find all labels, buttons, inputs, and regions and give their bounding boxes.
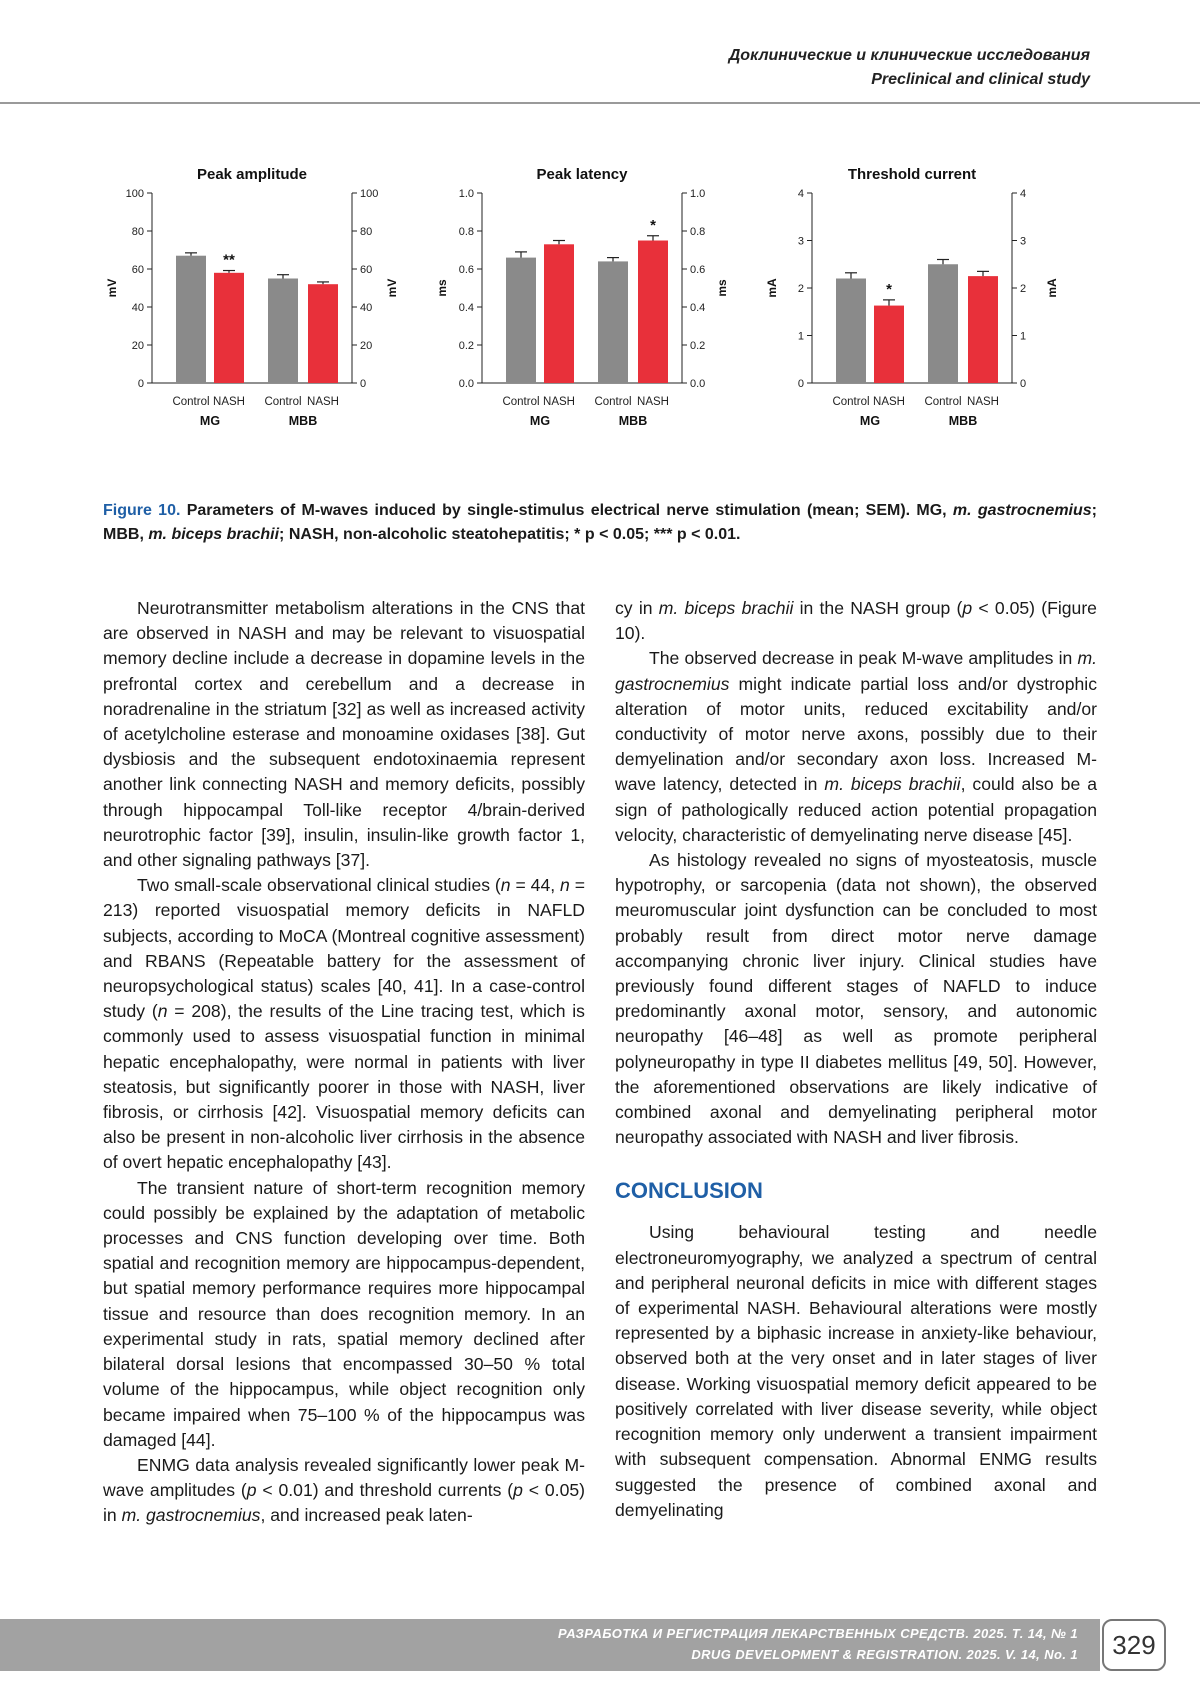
- right-tick-label: 1.0: [690, 188, 706, 200]
- running-header: [729, 44, 1090, 92]
- y-axis-label: mV: [105, 278, 119, 298]
- chart-title: Threshold current: [847, 166, 977, 183]
- right-tick-label: 0.6: [690, 264, 706, 276]
- chart-panel-peak-latency: [435, 165, 770, 475]
- left-tick-label: 4: [797, 188, 804, 200]
- right-column: [615, 596, 1097, 1523]
- running-header-ru: Доклинические и клинические исследования: [728, 47, 1090, 64]
- left-tick-label: 0.0: [458, 378, 474, 390]
- section-heading-conclusion: CONCLUSION: [615, 1178, 763, 1204]
- header-divider: [0, 102, 1200, 104]
- left-tick-label: 0: [137, 378, 144, 390]
- caption-text-3: ; NASH, non-alcoholic steatohepatitis; * p < 0.05; *** p < 0.01.: [279, 526, 741, 543]
- bar: [874, 306, 904, 383]
- left-tick-label: 2: [797, 283, 804, 295]
- footer-journal: [558, 1623, 1078, 1665]
- right-tick-label: 0.4: [690, 302, 706, 314]
- running-header-en: Preclinical and clinical study: [871, 71, 1090, 88]
- left-paragraph-1: Neurotransmitter metabolism alterations in the CNS that are observed in NASH and may be relevant to visuospatial memory decline include a decrease in dopamine levels in the prefrontal cortex and cerebellum and a decrease in noradrenaline in the striatum [32] as well as increased activity of acetylcholine esterase and monoamine oxidases [38]. Gut dysbiosis and the subsequent endotoxinaemia represent another link connecting NASH and memory deficits, possibly through hippocampal Toll-like receptor 4/brain-derived neurotrophic factor [39], insulin, insulin-like growth factor 1, and other signaling pathways [37].: [103, 598, 585, 871]
- left-column: [103, 596, 585, 1529]
- group-label: MG: [859, 414, 881, 428]
- left-paragraph-2: Two small-scale observational clinical studies (n = 44, n = 213) reported visuospatial memory deficits in NAFLD subjects, according to MoCA (Montreal cognitive assessment) and RBANS (Repeatable battery for the assessment of neuropsychological status) scales [40, 41]. In a case-control study (n = 208), the results of the Line tracing test, which is commonly used to assess visuospatial function in minimal hepatic encephalopathy, were normal in patients with liver steatosis, but significantly poorer in those with NASH, liver fibrosis, or cirrhosis [42]. Visuospatial memory deficits can also be present in non-alcoholic liver cirrhosis in the absence of overt hepatic encephalopathy [43].: [103, 875, 585, 1173]
- category-label: NASH: [213, 396, 245, 408]
- category-label: NASH: [307, 396, 339, 408]
- right-tick-label: 3: [1020, 235, 1027, 248]
- right-tick-label: 2: [1020, 283, 1027, 295]
- caption-text-1: Parameters of M-waves induced by single-stimulus electrical nerve stimulation (mean; SEM). MG,: [186, 502, 953, 519]
- category-label: NASH: [873, 396, 905, 408]
- right-tick-label: 40: [360, 302, 373, 314]
- y-axis-label: mA: [765, 278, 779, 298]
- y-axis-label: ms: [435, 279, 449, 297]
- bar: [968, 276, 998, 383]
- caption-mg-term: m. gastrocnemius: [952, 502, 1092, 519]
- chart-title: Peak latency: [536, 166, 628, 183]
- category-label: Control: [832, 396, 870, 408]
- right-tick-label: 1: [1020, 330, 1027, 343]
- right-paragraph-4: Using behavioural testing and needle electroneuromyography, we analyzed a spectrum of central and peripheral neuronal deficits in mice with different stages of experimental NASH. Behavioural alterations were mostly represented by a biphasic increase in anxiety-like behaviour, observed both at the very onset and in later stages of liver disease. Working visuospatial memory deficit appeared to be positively correlated with liver disease severity, while object recognition memory only underwent a transient impairment with subsequent compensation. Abnormal ENMG results suggested the presence of combined axonal and demyelinating: [615, 1222, 1097, 1520]
- right-tick-label: 0: [360, 378, 367, 390]
- left-tick-label: 3: [797, 235, 804, 248]
- right-paragraph-1: cy in m. biceps brachii in the NASH group (p < 0.05) (Figure 10).: [615, 598, 1097, 644]
- category-label: NASH: [543, 396, 575, 408]
- right-paragraph-2: The observed decrease in peak M-wave amplitudes in m. gastrocnemius might indicate partial loss and/or dystrophic alteration of motor units, reduced excitability and/or conductivity of motor nerve axons, possibly due to their demyelination and/or secondary axon loss. Increased M-wave latency, detected in m. biceps brachii, could also be a sign of pathologically reduced action potential propagation velocity, characteristic of demyelinating nerve disease [45].: [615, 648, 1097, 845]
- caption-text-2: ; MBB,: [103, 502, 1097, 543]
- left-paragraph-4: ENMG data analysis revealed significantly lower peak M-wave amplitudes (p < 0.01) and threshold currents (p < 0.05) in m. gastrocnemius, and increased peak laten-: [103, 1454, 585, 1526]
- right-paragraph-3: As histology revealed no signs of myosteatosis, muscle hypotrophy, or sarcopenia (data not shown), the observed meuromuscular joint dysfunction can be concluded to most probably result from direct motor nerve damage accompanying chronic liver injury. Clinical studies have previously found different stages of NAFLD to induce predominantly axonal motor, sensory, and autonomic neuropathy [46–48] as well as promote peripheral polyneuropathy in type II diabetes mellitus [49, 50]. However, the aforementioned observations are likely indicative of combined axonal and demyelinating peripheral motor neuropathy associated with NASH and liver fibrosis.: [615, 850, 1097, 1148]
- right-tick-label: 0: [1020, 378, 1027, 390]
- page-number: 329: [1102, 1619, 1166, 1671]
- caption-mbb-term: m. biceps brachii: [148, 526, 280, 543]
- figure-10: [105, 165, 1100, 475]
- bar: [268, 279, 298, 384]
- left-tick-label: 100: [125, 188, 144, 200]
- left-tick-label: 1.0: [458, 188, 474, 200]
- right-tick-label: 0.8: [690, 226, 706, 238]
- group-label: MG: [529, 414, 551, 428]
- chart-peak-latency: [435, 165, 770, 475]
- bar: [176, 256, 206, 383]
- left-tick-label: 0.2: [458, 340, 474, 352]
- left-tick-label: 20: [131, 340, 144, 352]
- footer-journal-en: DRUG DEVELOPMENT & REGISTRATION. 2025. V. 14, No. 1: [691, 1647, 1078, 1662]
- left-tick-label: 80: [131, 226, 144, 238]
- left-tick-label: 60: [131, 264, 144, 276]
- chart-threshold-current: [765, 165, 1100, 475]
- group-label: MG: [199, 414, 221, 428]
- bar: [214, 273, 244, 383]
- right-tick-label: 0.2: [690, 340, 706, 352]
- category-label: NASH: [637, 396, 669, 408]
- left-tick-label: 40: [131, 302, 144, 314]
- category-label: Control: [594, 396, 632, 408]
- category-label: Control: [502, 396, 540, 408]
- figure-caption: [103, 499, 1097, 547]
- bar: [638, 241, 668, 384]
- significance-marker: **: [223, 251, 235, 269]
- bar: [506, 258, 536, 383]
- category-label: Control: [172, 396, 210, 408]
- chart-panel-peak-amplitude: [105, 165, 440, 475]
- left-tick-label: 0.4: [458, 302, 474, 314]
- left-tick-label: 1: [797, 330, 804, 343]
- bar: [836, 279, 866, 384]
- category-label: Control: [264, 396, 302, 408]
- bar: [544, 244, 574, 383]
- left-tick-label: 0.6: [458, 264, 474, 276]
- chart-title: Peak amplitude: [196, 166, 308, 183]
- right-tick-label: 4: [1020, 188, 1027, 200]
- significance-marker: *: [886, 280, 892, 298]
- left-tick-label: 0.8: [458, 226, 474, 238]
- figure-label: Figure 10.: [103, 502, 181, 519]
- bar: [928, 264, 958, 383]
- group-label: MBB: [948, 414, 978, 428]
- bar: [598, 261, 628, 383]
- right-tick-label: 20: [360, 340, 373, 352]
- right-y-axis-label: ms: [715, 279, 729, 297]
- significance-marker: *: [650, 216, 656, 234]
- right-y-axis-label: mA: [1045, 278, 1059, 298]
- category-label: Control: [924, 396, 962, 408]
- group-label: MBB: [288, 414, 318, 428]
- chart-panel-threshold-current: [765, 165, 1100, 475]
- group-label: MBB: [618, 414, 648, 428]
- bar: [308, 284, 338, 383]
- right-tick-label: 0.0: [690, 378, 706, 390]
- category-label: NASH: [967, 396, 999, 408]
- right-tick-label: 80: [360, 226, 373, 238]
- right-tick-label: 60: [360, 264, 373, 276]
- left-paragraph-3: The transient nature of short-term recognition memory could possibly be explained by the adaptation of metabolic processes and CNS function developing over time. Both spatial and recognition memory are hippocampus-dependent, but spatial memory performance requires more hippocampal tissue and resource than does recognition memory. In an experimental study in rats, spatial memory declined after bilateral dorsal lesions that encompassed 30–50 % total volume of the hippocampus, while object recognition only became impaired when 75–100 % of the hippocampus was damaged [44].: [103, 1177, 585, 1450]
- right-y-axis-label: mV: [385, 278, 399, 298]
- footer-journal-ru: РАЗРАБОТКА И РЕГИСТРАЦИЯ ЛЕКАРСТВЕННЫХ СРЕДСТВ. 2025. Т. 14, № 1: [557, 1626, 1078, 1641]
- left-tick-label: 0: [797, 378, 804, 390]
- chart-peak-amplitude: [105, 165, 440, 475]
- right-tick-label: 100: [360, 188, 379, 200]
